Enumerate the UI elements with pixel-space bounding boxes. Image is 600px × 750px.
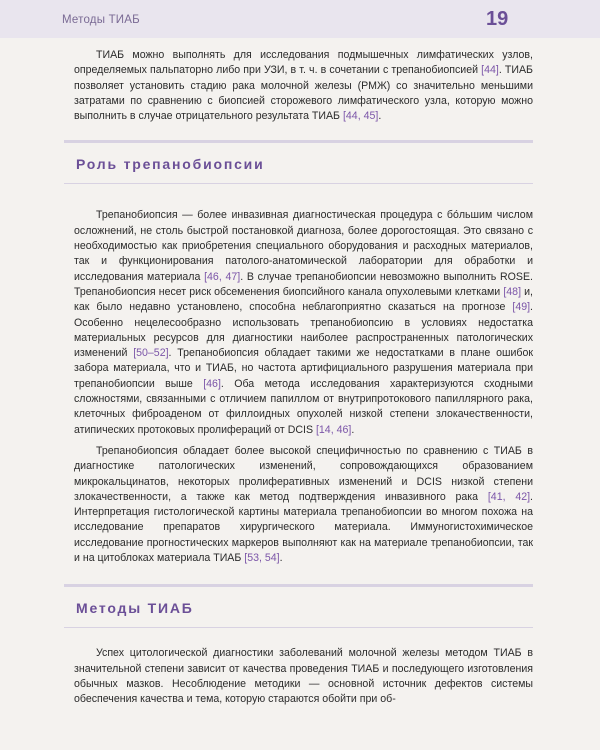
running-header-title: Методы ТИАБ xyxy=(62,14,140,26)
section-header-core-biopsy xyxy=(64,140,533,184)
citation-link[interactable]: [41, 42] xyxy=(487,490,531,503)
paragraph: Успех цитологической диагностики заболеваний молочной железы методом ТИАБ в значительной степени зависит от качества проведения ТИАБ и последующего изготовления обычных мазков. Несоблюдение методики — основной источник дефектов системы обеспечения качества и тема, которую стараются обойти при об- xyxy=(74,647,533,706)
citation-link[interactable]: [46] xyxy=(203,377,221,390)
section-title: Роль трепанобиопсии xyxy=(76,156,265,173)
intro-paragraph: ТИАБ можно выполнять для исследования подмышечных лимфатических узлов, определяемых пальпаторно либо при УЗИ, в т. ч. в сочетании с трепанобиопсией [44]. ТИАБ позволяет установить стадию рака молочной железы (РМЖ) со значительно меньшими затратами по сравнению с биопсией сторожевого лимфатического узла, которую можно выполнить в случае отрицательного результата ТИАБ [44, 45]. xyxy=(74,49,533,123)
citation-link[interactable]: [14, 46] xyxy=(315,423,352,436)
running-header xyxy=(0,0,600,38)
citation-link[interactable]: [44, 45] xyxy=(342,110,379,123)
citation-link[interactable]: [48] xyxy=(503,285,522,298)
section-header-fnab-methods xyxy=(64,584,533,628)
paragraph: Трепанобиопсия — более инвазивная диагностическая процедура с бо́льшим числом осложнений, не столь быстрой постановкой диагноза, более дорогостоящая. Это связано с необходимостью как приобретения специального оборудования и расходных материалов, так и функционирования патолого-анатомической лаборатории для обработки и исследования материала [46, 47]. В случае трепанобиопсии невозможно выполнить ROSE. Трепанобиопсия несет риск обсеменения биопсийного канала опухолевыми клетками [48] и, как было недавно установлено, способна неблагоприятно сказаться на прогнозе [49]. Особенно нецелесообразно использовать трепанобиопсию в условиях недостатка материальных ресурсов для диагностики наиболее распространенных патологических изменений [50–52]. Трепанобиопсия обладает такими же недостатками в плане ошибок забора материала, что и ТИАБ, но частота артифициального разрушения материала при трепанобиопсии выше [46]. Оба метода исследования характеризуются сходными сложностями, связанными с отличием папиллом от внутрипротокового папиллярного рака, клеточных фиброаденом от филлоидных опухолей низкой степени злокачественности, атипических протоковых пролифераций от DCIS [14, 46]. xyxy=(74,209,533,436)
citation-link[interactable]: [49] xyxy=(512,301,531,314)
page-body xyxy=(74,48,533,708)
citation-link[interactable]: [44] xyxy=(481,64,499,77)
paragraph: Трепанобиопсия обладает более высокой специфичностью по сравнению с ТИАБ в диагностике патологических изменений, сопровождающихся образованием микрокальцинатов, некоторых пролиферативных изменений и DCIS низкой степени злокачественности, а также как метод подтверждения инвазивного рака [41, 42]. Интерпретация гистологической картины материала трепанобиопсии во многом похожа на исследование препаратов хирургического материала. Иммуногистохимическое исследование прогностических маркеров выполняют как на материале трепанобиопсии, так и на цитоблоках материала ТИАБ [53, 54]. xyxy=(74,444,533,565)
citation-link[interactable]: [50–52] xyxy=(133,347,169,360)
citation-link[interactable]: [53, 54] xyxy=(244,552,280,565)
page-number: 19 xyxy=(486,8,509,30)
citation-link[interactable]: [46, 47] xyxy=(204,270,241,283)
section-title: Методы ТИАБ xyxy=(76,600,194,617)
